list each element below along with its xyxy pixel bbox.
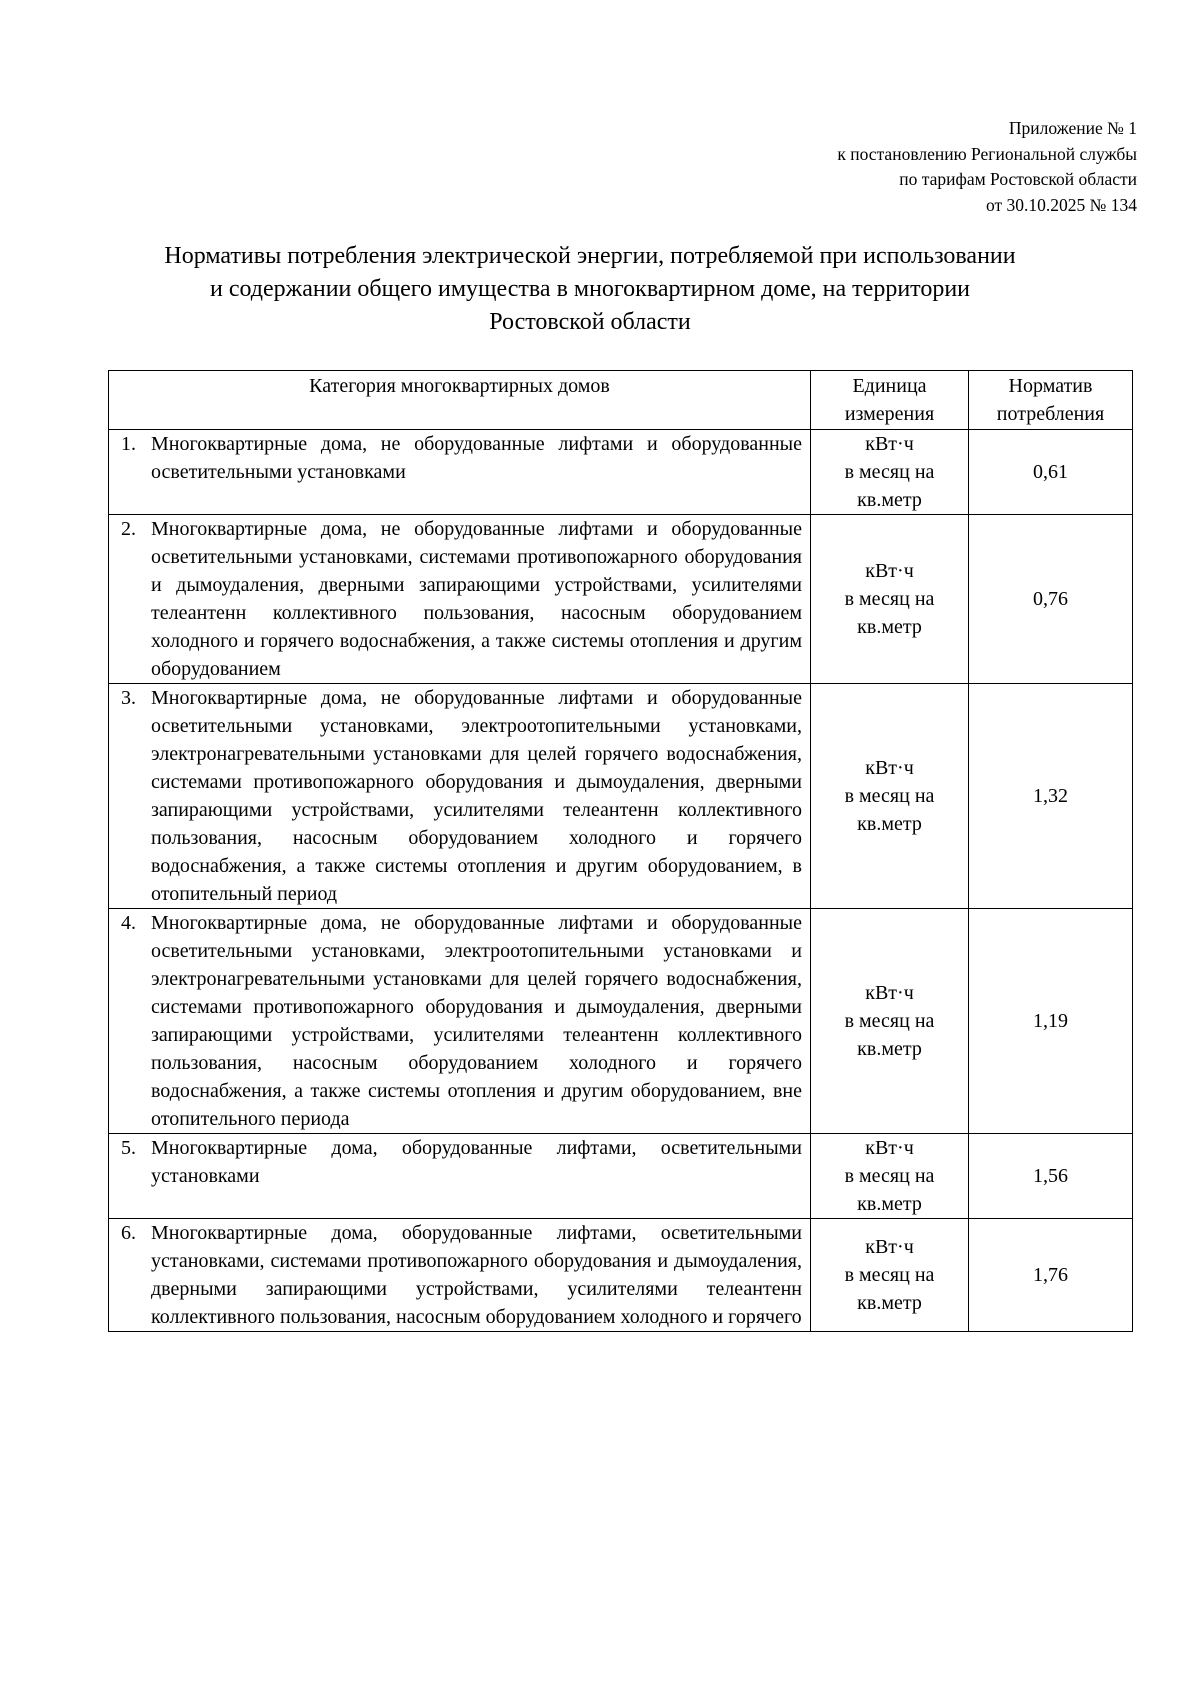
norm-header-line: Норматив (1008, 375, 1093, 397)
category-cell (109, 684, 811, 909)
category-text: Многоквартирные дома, оборудованные лифтами, осветительными установками (151, 1137, 802, 1187)
unit-line: кВт·ч (865, 1137, 914, 1159)
row-number: 3. (121, 687, 136, 709)
unit-line: в месяц на (844, 1264, 935, 1286)
category-header-label: Категория многоквартирных домов (309, 375, 610, 397)
category-text: Многоквартирные дома, не оборудованные лифтами и оборудованные осветительными установками, электроотопительными установками, электронагревательными установками для целей горячего водоснабжения, системами противопожарного оборудования и дымоудаления, дверными запирающими устройствами, усилителями телеантенн коллективного пользования, насосным оборудованием холодного и горячего водоснабжения, а также системы отопления и другим оборудованием, в отопительный период (151, 687, 802, 905)
category-text: Многоквартирные дома, оборудованные лифтами, осветительными установками, системами противопожарного оборудования и дымоудаления, дверными запирающими устройствами, усилителями телеантенн коллективного пользования, насосным оборудованием холодного и горячего (151, 1222, 802, 1328)
norm-value: 1,56 (969, 1134, 1133, 1219)
unit-column-header (811, 371, 969, 430)
unit-cell (811, 1219, 969, 1332)
title-line: Ростовской области (489, 309, 691, 335)
unit-line: кВт·ч (865, 1236, 914, 1258)
unit-line: кв.метр (857, 1038, 922, 1060)
row-number: 5. (121, 1137, 136, 1159)
norm-value: 0,61 (969, 430, 1133, 515)
row-number: 1. (121, 433, 136, 455)
table-row (109, 1219, 1133, 1332)
unit-cell (811, 515, 969, 684)
document-title (110, 240, 1070, 339)
unit-line: кв.метр (857, 1193, 922, 1215)
norm-header-line: потребления (996, 403, 1105, 425)
annex-authority-line: по тарифам Ростовской области (899, 169, 1137, 189)
category-text: Многоквартирные дома, не оборудованные лифтами и оборудованные осветительными установками, электроотопительными установками и электронагревательными установками для целей горячего водоснабжения, системами противопожарного оборудования и дымоудаления, дверными запирающими устройствами, усилителями телеантенн коллективного пользования, насосным оборудованием холодного и горячего водоснабжения, а также системы отопления и другим оборудованием, вне отопительного периода (151, 912, 802, 1130)
unit-header-line: Единица (852, 375, 927, 397)
norm-value: 0,76 (969, 515, 1133, 684)
table-row (109, 684, 1133, 909)
unit-cell (811, 1134, 969, 1219)
norm-column-header (969, 371, 1133, 430)
row-number: 4. (121, 912, 136, 934)
unit-cell (811, 684, 969, 909)
category-text: Многоквартирные дома, не оборудованные лифтами и оборудованные осветительными установками (151, 433, 802, 483)
category-cell (109, 1134, 811, 1219)
unit-cell (811, 430, 969, 515)
unit-line: кв.метр (857, 813, 922, 835)
title-line: Нормативы потребления электрической энергии, потребляемой при использовании (164, 243, 1016, 269)
unit-line: в месяц на (844, 1010, 935, 1032)
annex-number: Приложение № 1 (1008, 118, 1137, 138)
unit-line: кв.метр (857, 489, 922, 511)
category-cell (109, 430, 811, 515)
unit-line: в месяц на (844, 588, 935, 610)
norm-value: 1,32 (969, 684, 1133, 909)
category-text: Многоквартирные дома, не оборудованные лифтами и оборудованные осветительными установками, системами противопожарного оборудования и дымоудаления, дверными запирающими устройствами, усилителями телеантенн коллективного пользования, насосным оборудованием холодного и горячего водоснабжения, а также системы отопления и другим оборудованием (151, 518, 802, 680)
annex-reference (837, 116, 1137, 218)
title-line: и содержании общего имущества в многоквартирном доме, на территории (209, 276, 971, 302)
unit-header-line: измерения (844, 403, 935, 425)
unit-line: кв.метр (857, 1292, 922, 1314)
category-cell (109, 515, 811, 684)
category-column-header (109, 371, 811, 430)
unit-line: кВт·ч (865, 433, 914, 455)
unit-line: в месяц на (844, 785, 935, 807)
table-header-row (109, 371, 1133, 430)
table-row (109, 1134, 1133, 1219)
category-cell (109, 909, 811, 1134)
unit-cell (811, 909, 969, 1134)
unit-line: в месяц на (844, 1165, 935, 1187)
table-row (109, 430, 1133, 515)
norm-value: 1,19 (969, 909, 1133, 1134)
annex-date-line: от 30.10.2025 № 134 (986, 194, 1137, 215)
norm-value: 1,76 (969, 1219, 1133, 1332)
norms-table (108, 370, 1133, 1332)
unit-line: кВт·ч (865, 982, 914, 1004)
unit-line: в месяц на (844, 461, 935, 483)
annex-resolution-line: к постановлению Региональной службы (837, 143, 1137, 164)
table-row (109, 909, 1133, 1134)
category-cell (109, 1219, 811, 1332)
unit-line: кв.метр (857, 616, 922, 638)
row-number: 6. (121, 1222, 136, 1244)
unit-line: кВт·ч (865, 757, 914, 779)
unit-line: кВт·ч (865, 560, 914, 582)
row-number: 2. (121, 518, 136, 540)
table-row (109, 515, 1133, 684)
